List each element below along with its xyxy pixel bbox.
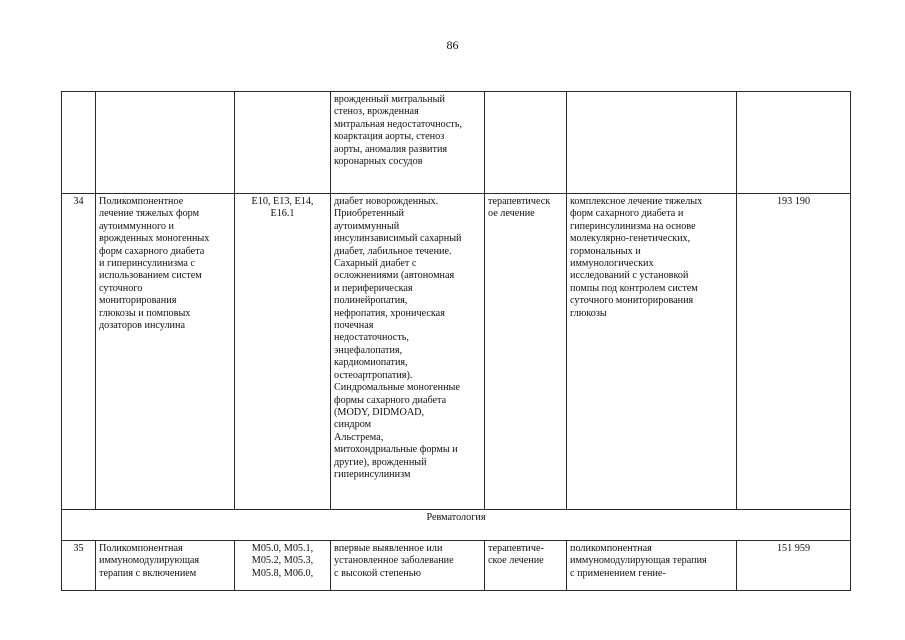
treatment-method-line: форм сахарного диабета и [570,208,684,220]
treatment-type [485,194,567,510]
care-type-line: лечение тяжелых форм [99,208,200,220]
care-type-line: терапия с включением [99,567,197,579]
patient-model-line: митральная недостаточность, [334,118,463,130]
treatment-method [567,541,737,591]
treatment-method-line: глюкозы [570,307,607,319]
care-type-line: форм сахарного диабета [99,245,205,257]
patient-model-line: полинейропатия, [334,295,408,307]
row-number [62,541,96,591]
patient-model-line: и периферическая [334,282,413,294]
treatment-type-line: ое лечение [488,208,535,220]
patient-model-line: инсулинзависимый сахарный [334,233,462,245]
table-row [62,92,851,194]
treatment-method-line: с применением гение- [570,567,666,579]
treatment-method-line: гормональных и [570,245,641,257]
table-body [62,92,851,591]
treatment-method-line: молекулярно-генетических, [570,233,691,245]
patient-model-line: митохондриальные формы и [334,444,458,456]
patient-model-line: аутоиммунный [334,220,400,232]
treatment-type [485,92,567,194]
page-number: 86 [446,38,459,52]
row-number [62,194,96,510]
patient-model-line: диабет новорожденных. [334,196,439,207]
treatment-type-line: терапевтическ [488,196,551,207]
patient-model-line: осложнениями (автономная [334,270,455,282]
care-type-line: врожденных моногенных [99,233,210,245]
icd-code-line: M05.8, M06.0, [251,567,314,579]
table-row [62,194,851,510]
treatment-method-line: помпы под контролем систем [570,282,698,294]
patient-model-line: аорты, аномалия развития [334,143,448,155]
treatment-method-line: иммуномодулирующая терапия [570,555,707,567]
care-type-line: мониторирования [99,295,177,307]
patient-model-line: коарктация аорты, стеноз [334,131,445,143]
care-type-line: Поликомпонентная [99,543,183,554]
treatment-method-line: гиперинсулинизма на основе [570,220,696,232]
patient-model-line: стеноз, врожденная [334,106,419,118]
treatment-method [567,92,737,194]
patient-model-line: Синдромальные моногенные [334,382,460,394]
care-type-line: иммуномодулирующая [99,555,200,567]
patient-model-line: недостаточность, [334,332,409,344]
care-type-line: аутоиммунного и [99,220,174,232]
icd-codes [235,194,331,510]
icd-code-line: M05.0, M05.1, [251,543,314,554]
patient-model-line: другие), врожденный [334,456,427,468]
patient-model-line: гиперинсулинизм [334,468,411,480]
patient-model-line: кардиомиопатия, [334,357,408,369]
patient-model-line: остеоартропатия). [334,369,413,381]
care-type-line: суточного [99,282,143,294]
patient-model-line: коронарных сосудов [334,156,423,168]
care-type-line: и гиперинсулинизма с [99,258,195,270]
treatment-method-line: поликомпонентная [570,543,652,554]
icd-codes [235,92,331,194]
treatment-type-line: терапевтиче- [488,543,544,554]
care-type-line: Поликомпонентное [99,196,184,207]
cost-value [737,92,851,194]
cost-value [737,541,851,591]
care-type-line: использованием систем [99,270,202,282]
patient-model-line: Приобретенный [334,208,404,220]
patient-model-line: формы сахарного диабета [334,394,447,406]
care-type-name [96,541,235,591]
patient-model-line: диабет, лабильное течение. [334,245,452,257]
treatment-method-line: комплексное лечение тяжелых [570,196,703,207]
patient-model-line: с высокой степенью [334,567,422,579]
treatment-method-line: исследований с установкой [570,270,689,282]
cost-value-text: 193 190 [776,196,811,207]
patient-model-line: врожденный митральный [334,94,445,105]
section-row [62,510,851,541]
care-type-line: дозаторов инсулина [99,320,185,332]
icd-codes [235,541,331,591]
patient-model [331,541,485,591]
patient-model-line: Альстрема, [334,431,384,443]
patient-model-line: Сахарный диабет с [334,258,417,270]
care-type-name [96,92,235,194]
patient-model [331,194,485,510]
section-title [62,510,851,541]
care-type-name [96,194,235,510]
row-number-text: 35 [73,543,84,554]
cost-value-text: 151 959 [776,543,811,554]
table-row [62,541,851,591]
section-title-text: Ревматология [426,512,486,523]
treatment-method-line: суточного мониторирования [570,295,694,307]
icd-code-line: M05.2, M05.3, [251,555,314,567]
treatment-type [485,541,567,591]
treatment-type-line: ское лечение [488,555,544,567]
patient-model-line: нефропатия, хроническая [334,307,445,319]
care-type-line: глюкозы и помповых [99,307,191,319]
treatment-method [567,194,737,510]
treatment-method-line: иммунологических [570,258,654,270]
patient-model-line: (MODY, DIDMOAD, [334,406,425,418]
patient-model [331,92,485,194]
medical-care-table [61,91,851,591]
patient-model-line: синдром [334,419,372,431]
row-number-text: 34 [73,196,84,207]
patient-model-line: почечная [334,320,374,332]
patient-model-line: энцефалопатия, [334,344,403,356]
icd-code-line: E10, E13, E14, [251,196,314,207]
row-number [62,92,96,194]
patient-model-line: установленное заболевание [334,555,454,567]
patient-model-line: впервые выявленное или [334,543,443,554]
icd-code-line: E16.1 [270,208,295,220]
cost-value [737,194,851,510]
